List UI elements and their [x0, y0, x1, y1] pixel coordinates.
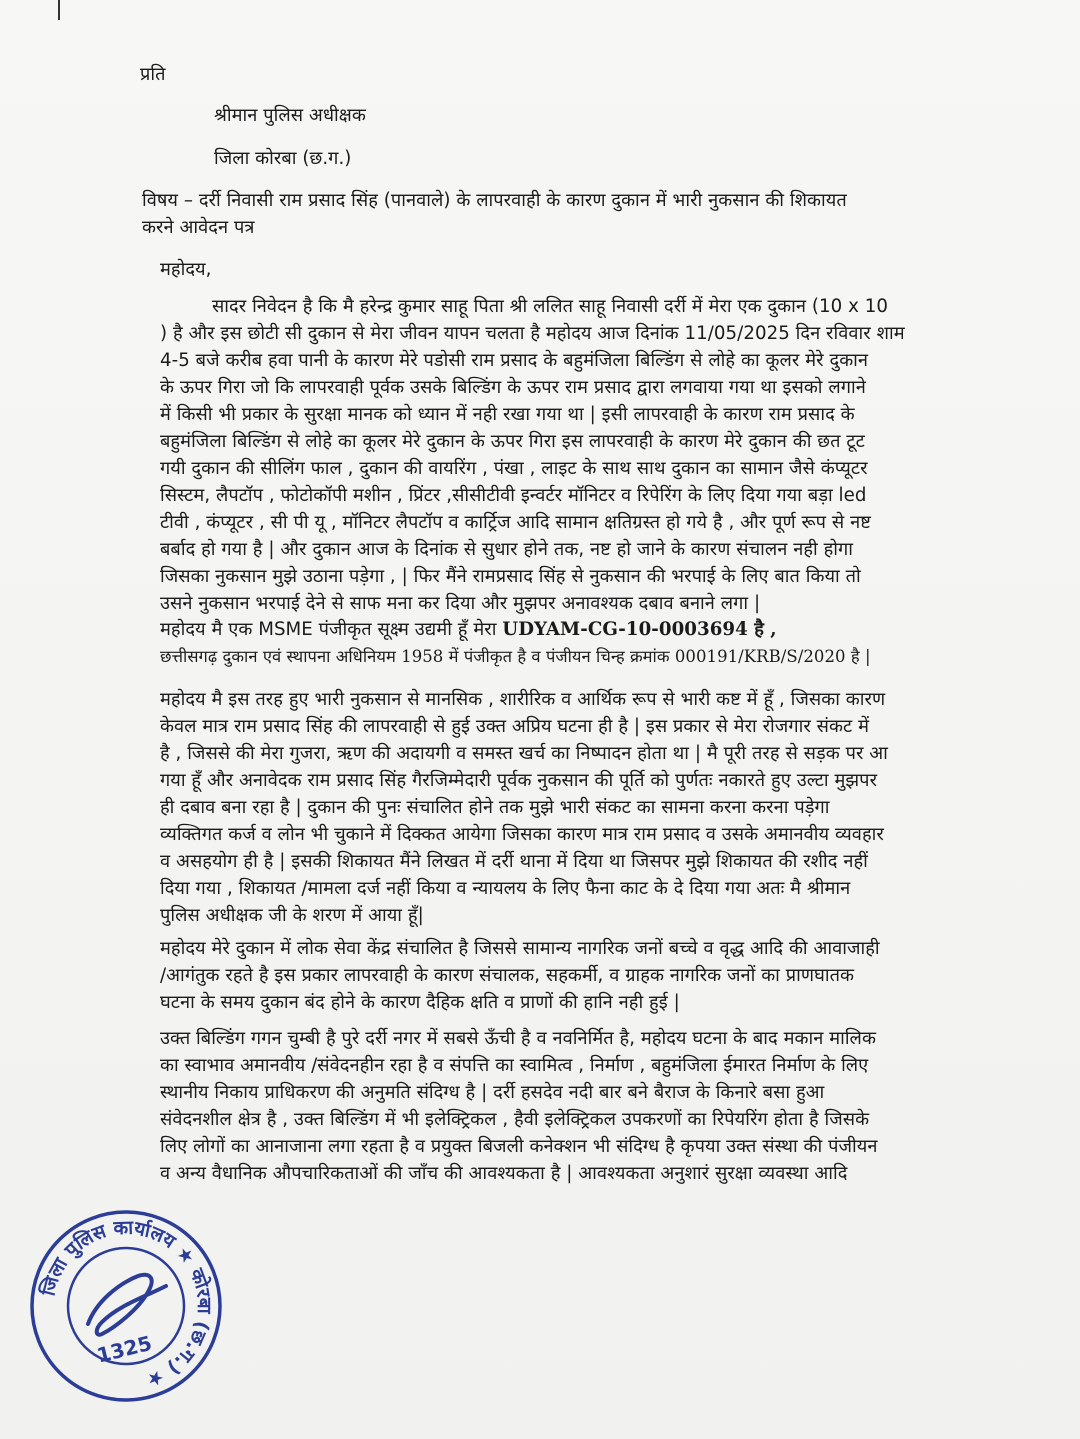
to-label: प्रति — [140, 64, 166, 85]
salutation: महोदय, — [160, 259, 212, 280]
paragraph-line: दिया गया , शिकायत /मामला दर्ज नहीं किया व न्यायलय के लिए फैना काट के दे दिया गया अतः मै श्रीमान — [160, 878, 851, 899]
paragraph-line: /आगंतुक रहते है इस प्रकार लापरवाही के कारण संचालक, सहकर्मी, व ग्राहक नागरिक जनों का प्राणघातक — [160, 965, 855, 986]
paragraph-line: का स्वाभाव अमानवीय /संवेदनहीन रहा है व संपत्ति का स्वामित्व , निर्माण , बहुमंजिला ईमारत निर्माण के लिए — [160, 1055, 869, 1076]
paragraph-line: घटना के समय दुकान बंद होने के कारण दैहिक क्षति व प्राणों की हानि नही हुई | — [160, 992, 680, 1013]
msme-line — [160, 617, 777, 643]
paragraph-line: बहुमंजिला बिल्डिंग से लोहे का कूलर मेरे दुकान के ऊपर गिरा इस लापरवाही के कारण मेरे दुकान की छत टूट — [160, 431, 865, 452]
paragraph-line: गया हूँ और अनावेदक राम प्रसाद सिंह गैरजिम्मेदारी पूर्वक नुकसान की पूर्ति को पुर्णतः नकारते हुए उल्टा मुझपर — [160, 770, 878, 791]
paragraph-line: व्यक्तिगत कर्ज व लोन भी चुकाने में दिक्कत आयेगा जिसका कारण मात्र राम प्रसाद व उसके अमानवीय व्यवहार — [160, 824, 884, 845]
paragraph-line: महोदय मेरे दुकान में लोक सेवा केंद्र संचालित है जिससे सामान्य नागरिक जनों बच्चे व वृद्ध आदि की आवाजाही — [160, 938, 880, 959]
udyam-number: UDYAM-CG-10-0003694 है , — [502, 619, 777, 640]
paragraph-line: सिस्टम, लैपटॉप , फोटोकॉपी मशीन , प्रिंटर ,सीसीटीवी इन्वर्टर मॉनिटर व रिपेरिंग के लिए दिया गया बड़ा led — [160, 485, 867, 506]
paragraph-line: व अन्य वैधानिक औपचारिकताओं की जाँच की आवश्यकता है | आवश्यकता अनुशारं सुरक्षा व्यवस्था आदि — [160, 1163, 848, 1184]
paragraph-line: पुलिस अधीक्षक जी के शरण में आया हूँ| — [160, 905, 424, 926]
paragraph-4 — [160, 1025, 920, 1187]
paragraph-line: बर्बाद हो गया है | और दुकान आज के दिनांक से सुधार होने तक, नष्ट हो जाने के कारण संचालन नही होगा — [160, 539, 854, 560]
paragraph-line: में किसी भी प्रकार के सुरक्षा मानक को ध्यान में नही रखा गया था | इसी लापरवाही के कारण राम प्रसाद के — [160, 404, 855, 425]
paragraph-1 — [160, 293, 920, 617]
stamp-number: 1325 — [94, 1330, 155, 1368]
addressee-line2: जिला कोरबा (छ.ग.) — [214, 148, 352, 169]
addressee-line1: श्रीमान पुलिस अधीक्षक — [214, 105, 366, 126]
paragraph-line: टीवी , कंप्यूटर , सी पी यू , मॉनिटर लैपटॉप व कार्ट्रिज आदि सामान क्षतिग्रस्त हो गये है , और पूर्ण रूप से नष्ट — [160, 512, 871, 533]
paragraph-line: ही दबाव बना रहा है | दुकान की पुनः संचालित होने तक मुझे भारी संकट का सामना करना करना पड़ेगा — [160, 797, 830, 818]
paragraph-2 — [160, 686, 920, 929]
subject-line: करने आवेदन पत्र — [142, 217, 255, 238]
paragraph-3 — [160, 935, 920, 1016]
paragraph-line: के ऊपर गिरा जो कि लापरवाही पूर्वक उसके बिल्डिंग के ऊपर राम प्रसाद द्वारा लगवाया गया था इसको लगाने — [160, 377, 866, 398]
paragraph-line: व असहयोग ही है | इसकी शिकायत मैंने लिखत में दर्री थाना में दिया था जिसपर मुझे शिकायत की रशीद नहीं — [160, 851, 868, 872]
paragraph-line: उक्त बिल्डिंग गगन चुम्बी है पुरे दर्री नगर में सबसे ऊँची है व नवनिर्मित है, महोदय घटना के बाद मकान मालिक — [160, 1028, 876, 1049]
paragraph-line: केवल मात्र राम प्रसाद सिंह की लापरवाही से हुई उक्त अप्रिय घटना ही है | इस प्रकार से मेरा रोजगार संकट में — [160, 716, 870, 737]
paragraph-line: महोदय मै इस तरह हुए भारी नुकसान से मानसिक , शारीरिक व आर्थिक रूप से भारी कष्ट में हूँ , जिसका कारण — [160, 689, 886, 710]
paragraph-line: ) है और इस छोटी सी दुकान से मेरा जीवन यापन चलता है महोदय आज दिनांक 11/05/2025 दिन रविवार शाम — [160, 323, 905, 344]
paragraph-line: गयी दुकान की सीलिंग फाल , दुकान की वायरिंग , पंखा , लाइट के साथ साथ दुकान का सामान जैसे कंप्यूटर — [160, 458, 868, 479]
paragraph-line: संवेदनशील क्षेत्र है , उक्त बिल्डिंग में भी इलेक्ट्रिकल , हैवी इलेक्ट्रिकल उपकरणों का रिपेयरिंग होता है जिसके — [160, 1109, 870, 1130]
edge-mark — [58, 0, 60, 20]
paragraph-line: है , जिससे की मेरा गुजरा, ऋण की अदायगी व समस्त खर्च का निष्पादन होता था | मै पूरी तरह से सड़क पर आ — [160, 743, 888, 764]
paragraph-line: स्थानीय निकाय प्राधिकरण की अनुमति संदिग्ध है | दर्री हसदेव नदी बार बने बैराज के किनारे बसा हुआ — [160, 1082, 825, 1103]
msme-line-prefix: महोदय मै एक MSME पंजीकृत सूक्ष्म उद्यमी हूँ मेरा — [160, 619, 503, 640]
registration-line: छत्तीसगढ़ दुकान एवं स्थापना अधिनियम 1958 में पंजीकृत है व पंजीयन चिन्ह क्रमांक 000191/KRB/S/2020 है | — [160, 647, 871, 666]
subject — [142, 187, 922, 241]
subject-line: विषय – दर्री निवासी राम प्रसाद सिंह (पानवाले) के लापरवाही के कारण दुकान में भारी नुकसान की शिकायत — [142, 190, 847, 211]
paragraph-line: जिसका नुकसान मुझे उठाना पड़ेगा , | फिर मैंने रामप्रसाद सिंह से नुकसान की भरपाई के लिए बात किया तो — [160, 566, 861, 587]
paragraph-line: लिए लोगों का आनाजाना लगा रहता है व प्रयुक्त बिजली कनेक्शन भी संदिग्ध है कृपया उक्त संस्था की पंजीयन — [160, 1136, 878, 1157]
paragraph-line: 4-5 बजे करीब हवा पानी के कारण मेरे पडोसी राम प्रसाद के बहुमंजिला बिल्डिंग से लोहे का कूलर मेरे दुकान — [160, 350, 869, 371]
paragraph-line: सादर निवेदन है कि मै हरेन्द्र कुमार साहू पिता श्री ललित साहू निवासी दर्री में मेरा एक दुकान (10 x 10 — [212, 296, 888, 317]
paragraph-line: उसने नुकसान भरपाई देने से साफ मना कर दिया और मुझपर अनावश्यक दबाव बनाने लगा | — [160, 593, 761, 614]
stamp-ring-lettering: जिला पुलिस कार्यालय ★ कोरबा (छ.ग.) ★ — [37, 1216, 216, 1392]
signature-scribble — [88, 1275, 166, 1335]
office-stamp — [26, 1206, 226, 1406]
